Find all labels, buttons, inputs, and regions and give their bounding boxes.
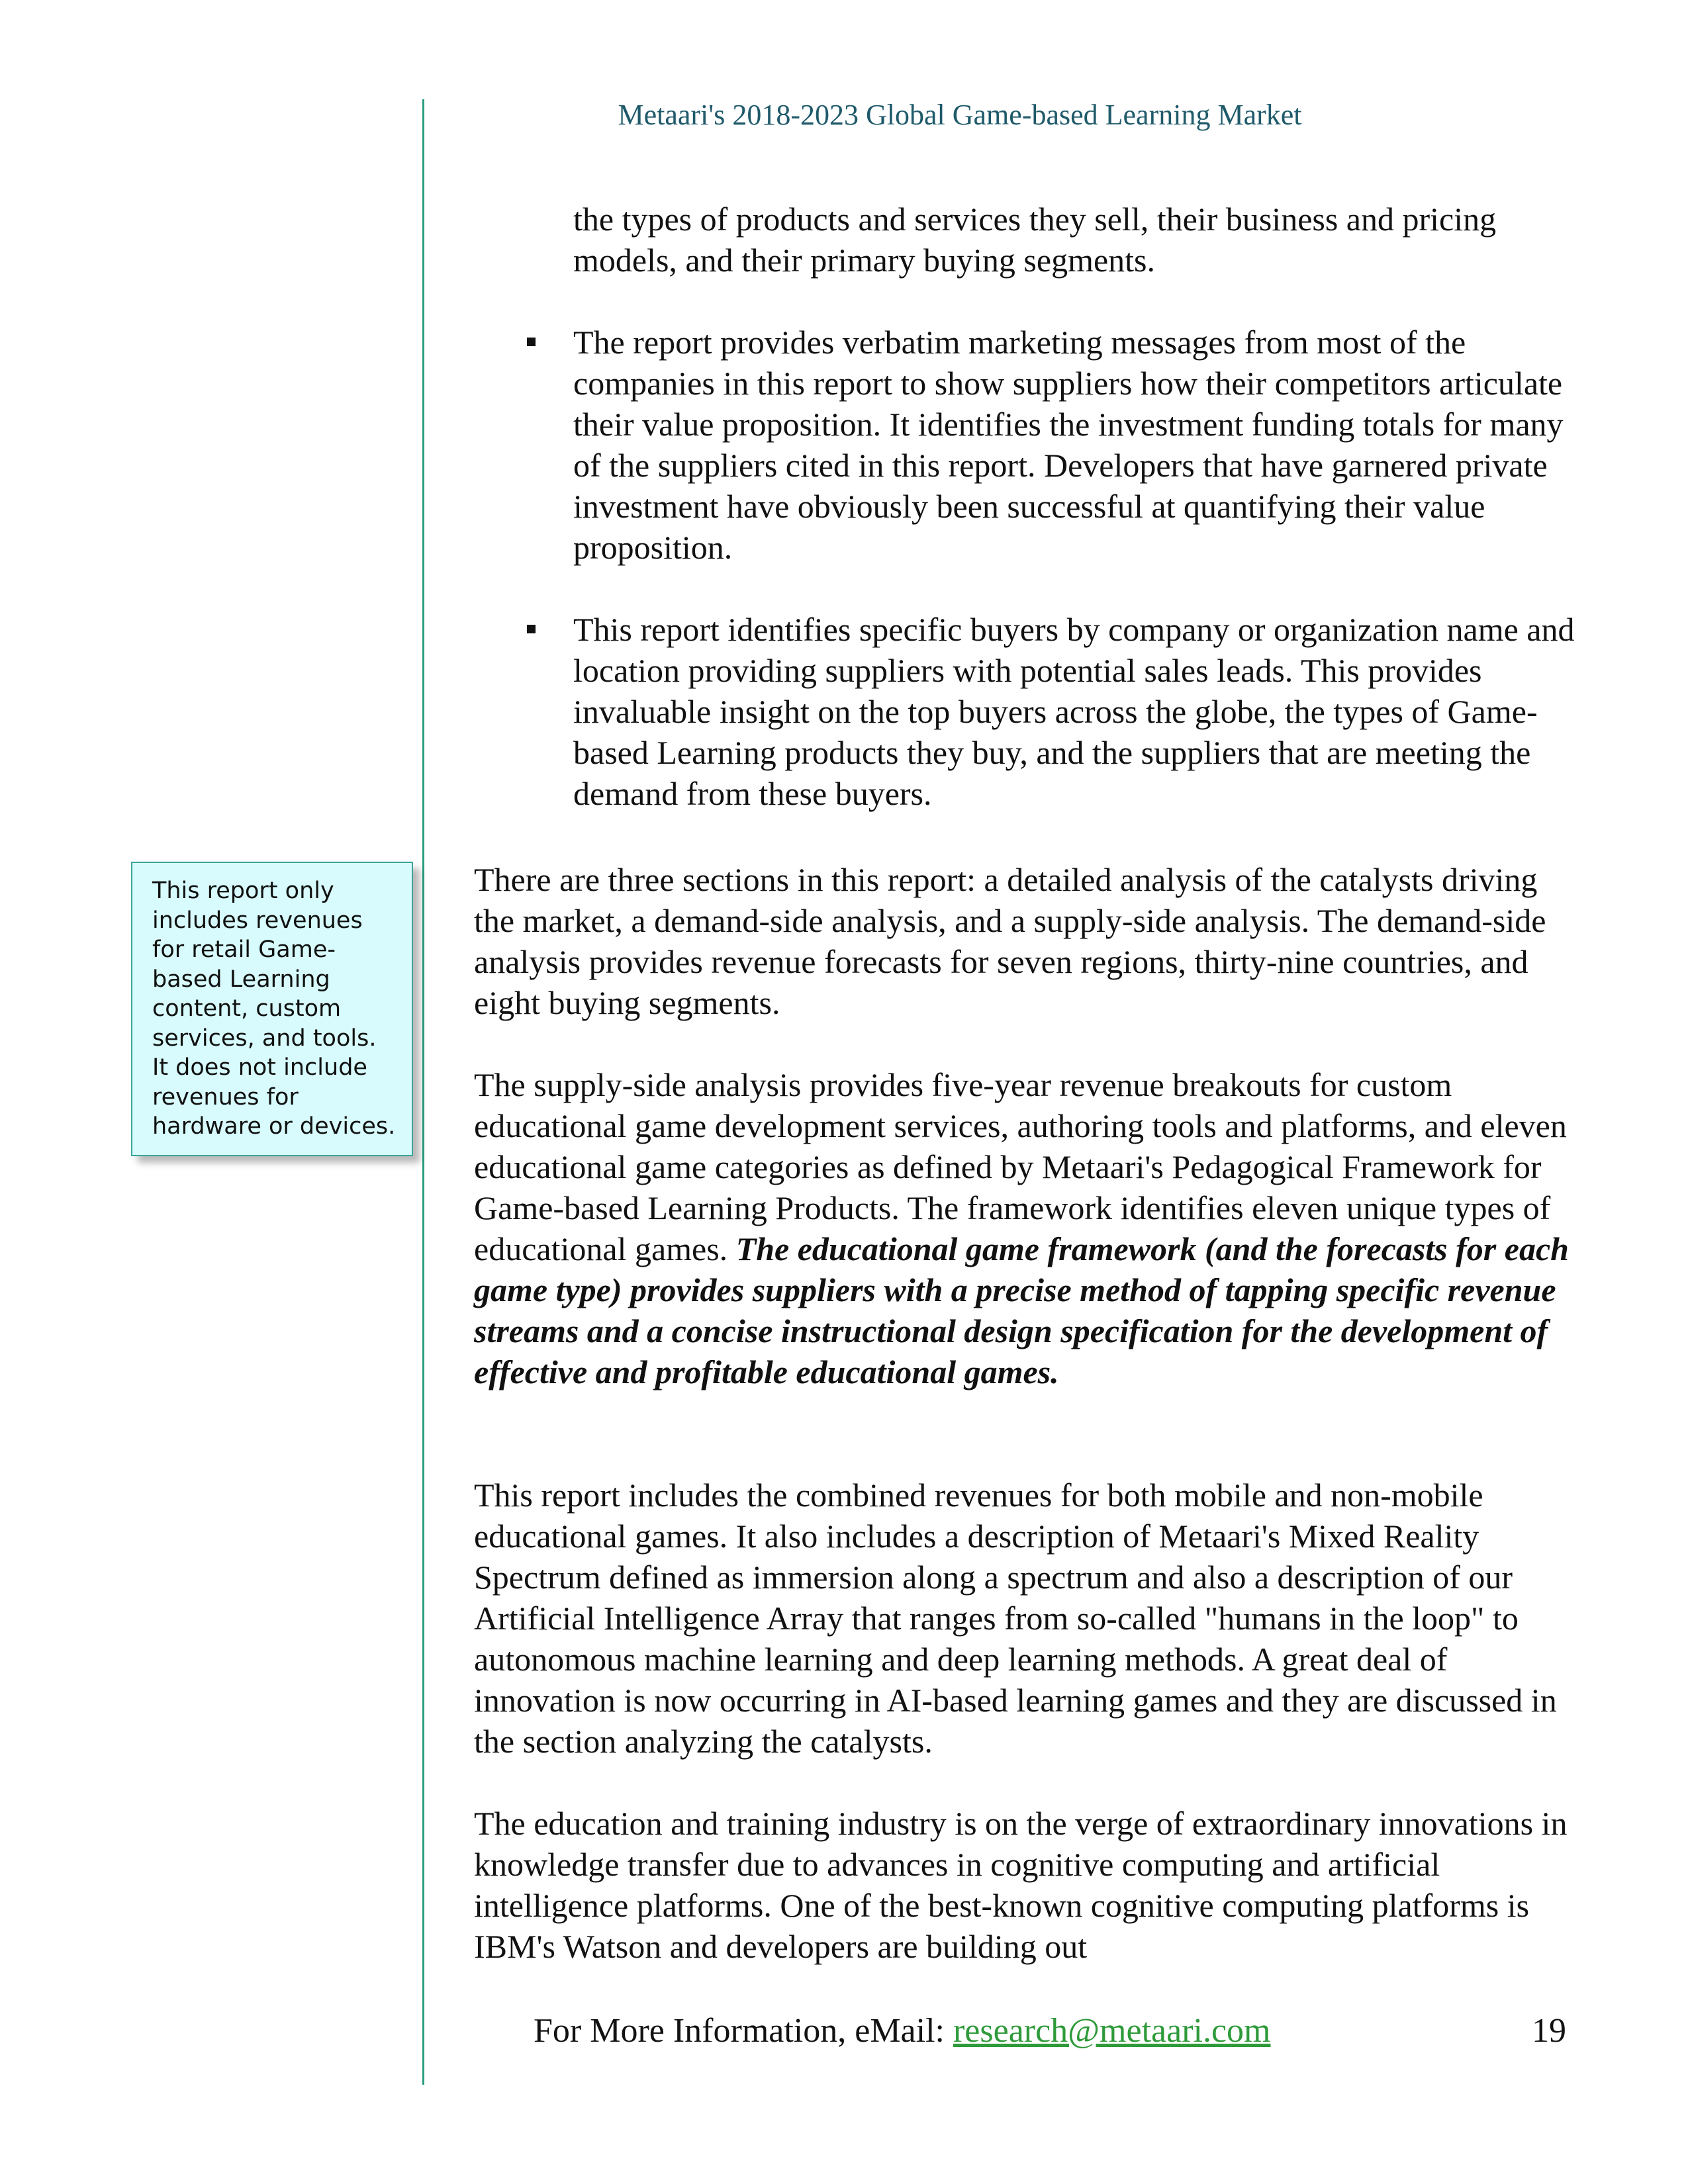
- supply-side-emphasis: The educational game framework (and the forecasts for each game type) provides suppliers with a precise method of tapping specific revenue streams and a concise instructional design specification for the development of effective and profitable educational games.: [474, 1230, 1569, 1390]
- bullet-text: The report provides verbatim marketing messages from most of the companies in this report to show suppliers how their competitors articulate their value proposition. It identifies the investment funding totals for many of the suppliers cited in this report. Developers that have garnered private investment have obviously been successful at quantifying their value proposition.: [573, 324, 1564, 566]
- page-footer: [534, 2011, 1566, 2052]
- continued-paragraph: the types of products and services they sell, their business and pricing models, and their primary buying segments.: [573, 201, 1497, 279]
- square-bullet-icon: [527, 625, 536, 633]
- page-number: 19: [1532, 2012, 1566, 2050]
- footer-label: For More Information, eMail:: [534, 2012, 953, 2050]
- sidebar-callout: [131, 862, 413, 1156]
- square-bullet-icon: [527, 338, 536, 346]
- bullet-text: This report identifies specific buyers by company or organization name and location providing suppliers with potential sales leads. This provides invaluable insight on the top buyers across the globe, the types of Game-based Learning products they buy, and the suppliers that are meeting the demand from these buyers.: [573, 611, 1575, 812]
- combined-revenues-paragraph: This report includes the combined revenues for both mobile and non-mobile educational games. It also includes a description of Metaari's Mixed Reality Spectrum defined as immersion along a spectrum and also a description of our Artificial Intelligence Array that ranges from so-called "humans in the loop" to autonomous machine learning and deep learning methods. A great deal of innovation is now occurring in AI-based learning games and they are discussed in the section analyzing the catalysts.: [474, 1477, 1557, 1760]
- sections-paragraph: There are three sections in this report: a detailed analysis of the catalysts driving the market, a demand-side analysis, and a supply-side analysis. The demand-side analysis provides revenue forecasts for seven regions, thirty-nine countries, and eight buying segments.: [474, 861, 1546, 1021]
- vertical-rule: [422, 99, 424, 2085]
- supply-side-paragraph: [474, 1064, 1573, 1392]
- industry-paragraph: The education and training industry is on the verge of extraordinary innovations in knowledge transfer due to advances in cognitive computing and artificial intelligence platforms. One of the best-known cognitive computing platforms is IBM's Watson and developers are building out: [474, 1805, 1568, 1965]
- sidebar-note: This report only includes revenues for retail Game-based Learning content, custom services, and tools. It does not include revenues for hardware or devices.: [152, 878, 396, 1140]
- list-item: [523, 322, 1582, 568]
- bullet-list: [523, 322, 1582, 855]
- list-item: [523, 609, 1582, 814]
- page-header: Metaari's 2018-2023 Global Game-based Learning Market: [618, 99, 1302, 131]
- supply-side-text: The supply-side analysis provides five-year revenue breakouts for custom educational game development services, authoring tools and platforms, and eleven educational game categories as defined by Metaari's Pedagogical Framework for Game-based Learning Products. The framework identifies eleven unique types of educational games.: [474, 1066, 1567, 1267]
- email-link[interactable]: research@metaari.com: [953, 2012, 1271, 2050]
